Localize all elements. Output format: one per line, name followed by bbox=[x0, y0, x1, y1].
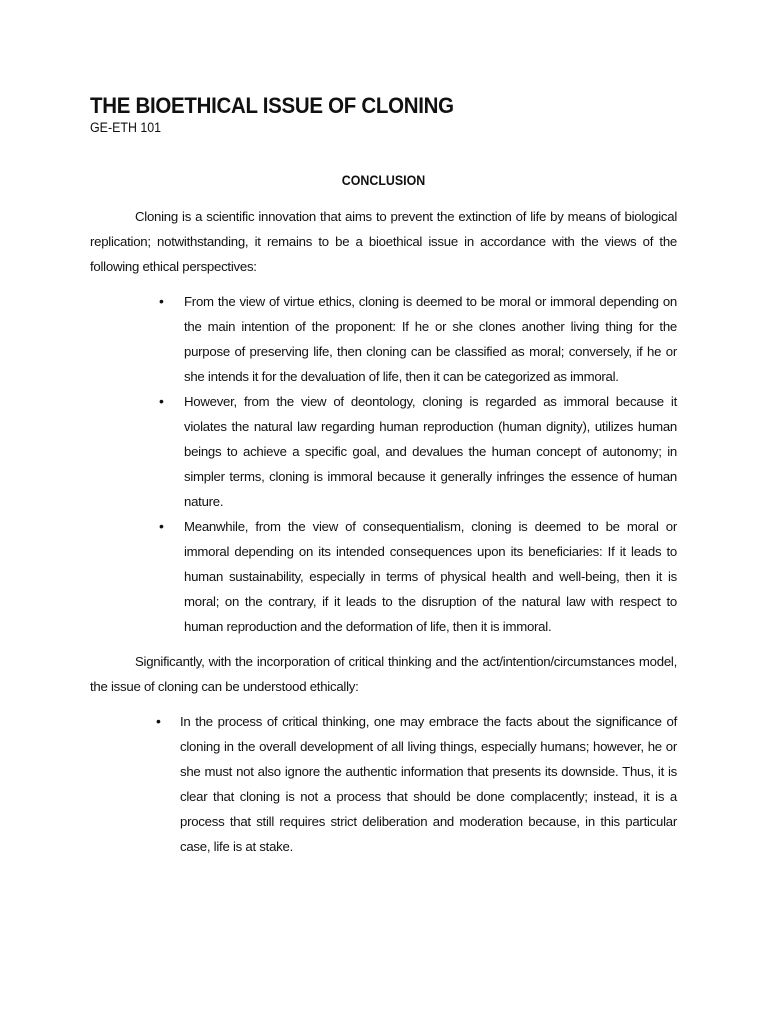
spacer bbox=[90, 639, 677, 649]
bullet-icon: • bbox=[159, 393, 164, 409]
bullet-icon: • bbox=[159, 293, 164, 309]
intro-paragraph: Cloning is a scientific innovation that aims to prevent the extinction of life by means of biological replication; notwithstanding, it remains to be a bioethical issue in accordance with the views of the following ethical perspectives: bbox=[90, 209, 677, 274]
list-item bbox=[90, 289, 677, 389]
bullet-icon: • bbox=[159, 518, 164, 534]
second-paragraph: Significantly, with the incorporation of critical thinking and the act/intention/circumstances model, the issue of cloning can be understood ethically: bbox=[90, 654, 677, 694]
list-item bbox=[90, 709, 677, 859]
course-code: GE-ETH 101 bbox=[90, 120, 162, 135]
list-item bbox=[90, 389, 677, 514]
document-page bbox=[90, 92, 677, 859]
models-list bbox=[90, 709, 677, 859]
perspectives-list bbox=[90, 289, 677, 639]
document-title: THE BIOETHICAL ISSUE OF CLONING bbox=[90, 93, 454, 118]
list-item-text: Meanwhile, from the view of consequentialism, cloning is deemed to be moral or immoral depending on its intended consequences upon its beneficiaries: If it leads to human sustainability, especially in terms of physical health and well-being, then it is moral; on the contrary, if it leads to the disruption of the natural law with respect to human reproduction and the deformation of life, then it is immoral. bbox=[184, 519, 677, 634]
bullet-icon: • bbox=[156, 713, 161, 729]
list-item-text: In the process of critical thinking, one may embrace the facts about the significance of cloning in the overall development of all living things, especially humans; however, he or she must not also ignore the authentic information that presents its downside. Thus, it is clear that cloning is not a process that should be done complacently; instead, it is a process that still requires strict deliberation and moderation because, in this particular case, life is at stake. bbox=[180, 714, 677, 854]
list-item bbox=[90, 514, 677, 639]
list-item-text: From the view of virtue ethics, cloning is deemed to be moral or immoral depending on the main intention of the proponent: If he or she clones another living thing for the purpose of preserving life, then cloning can be classified as moral; conversely, if he or she intends it for the devaluation of life, then it can be categorized as immoral. bbox=[184, 294, 677, 384]
list-item-text: However, from the view of deontology, cloning is regarded as immoral because it violates the natural law regarding human reproduction (human dignity), utilizes human beings to achieve a specific goal, and devalues the human concept of autonomy; in simpler terms, cloning is immoral because it generally infringes the essence of human nature. bbox=[184, 394, 677, 509]
section-heading: CONCLUSION bbox=[341, 173, 426, 188]
